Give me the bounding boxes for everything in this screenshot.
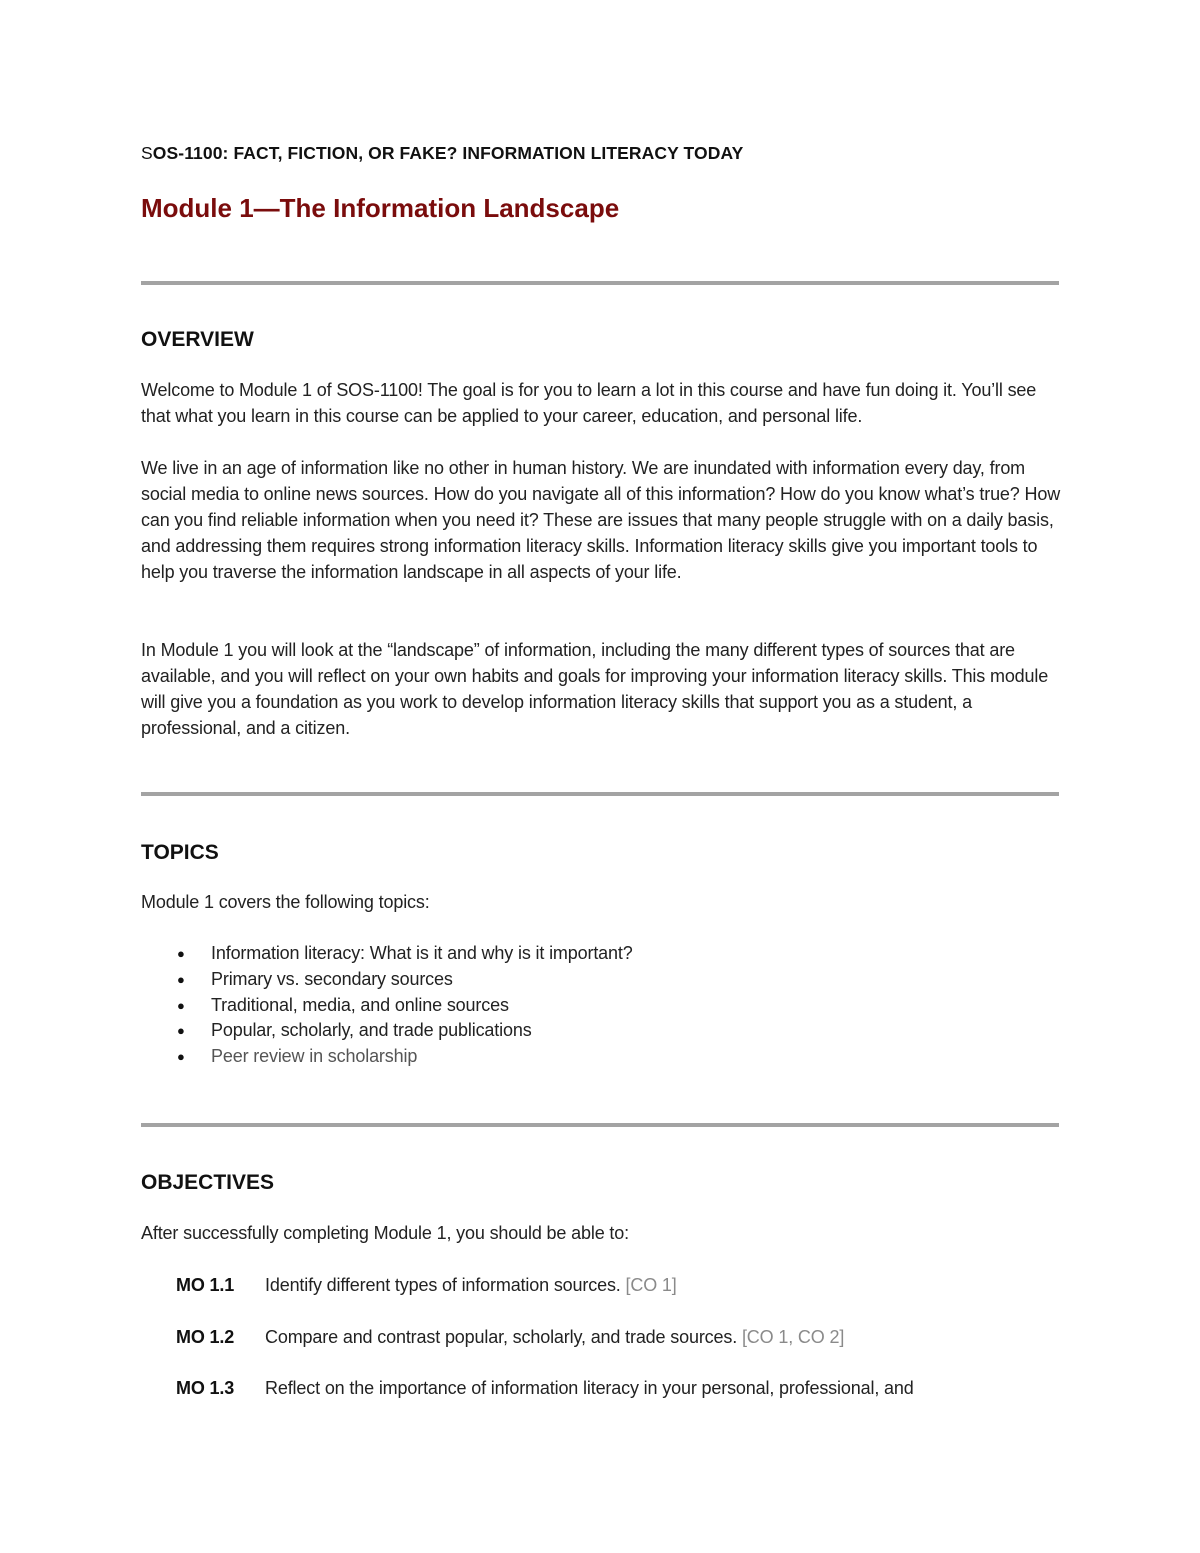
list-item [141, 993, 633, 1019]
course-objective-ref: [CO 1, CO 2] [741, 1327, 845, 1347]
section-divider [141, 281, 1059, 285]
list-item [141, 941, 633, 967]
course-objective-ref: [CO 1] [625, 1275, 677, 1295]
course-title-lead: S [141, 143, 153, 163]
objective-text: Reflect on the importance of information literacy in your personal, professional, and [265, 1378, 914, 1398]
bullet-icon: ● [177, 946, 185, 961]
bullet-icon: ● [177, 997, 185, 1013]
objective-text: Compare and contrast popular, scholarly, and trade sources. [265, 1327, 742, 1347]
objective-mo-1-2 [176, 1324, 1056, 1350]
objective-code: MO 1.1 [176, 1275, 235, 1295]
topic-text: Popular, scholarly, and trade publications [211, 1020, 532, 1041]
list-item [141, 1018, 633, 1044]
overview-paragraph-2: We live in an age of information like no other in human history. We are inundated with information every day, from social media to online news sources. How do you navigate all of this information? How do you know what’s true? How can you find reliable information when you need it? These are issues that many people struggle with on a daily basis, and addressing them requires strong information literacy skills. Information literacy skills give you important tools to help you traverse the information landscape in all aspects of your life. [141, 458, 1061, 582]
overview-paragraph-3: In Module 1 you will look at the “landscape” of information, including the many different types of sources that are available, and you will reflect on your own habits and goals for improving your information literacy skills. This module will give you a foundation as you work to develop information literacy skills that support you as a student, a professional, and a citizen. [141, 640, 1049, 738]
topics-heading: TOPICS [141, 841, 219, 864]
overview-paragraph-1: Welcome to Module 1 of SOS-1100! The goal is for you to learn a lot in this course and have fun doing it. You’ll see that what you learn in this course can be applied to your career, education, and personal life. [141, 380, 1037, 426]
objective-code: MO 1.2 [176, 1327, 235, 1347]
overview-heading: OVERVIEW [141, 328, 254, 351]
bullet-icon: ● [177, 1049, 185, 1065]
section-divider [141, 792, 1059, 796]
objective-text: Identify different types of information sources. [265, 1275, 626, 1295]
course-title-rest: OS-1100: FACT, FICTION, OR FAKE? INFORMATION LITERACY TODAY [152, 143, 744, 163]
topic-text: Traditional, media, and online sources [211, 994, 509, 1015]
bullet-icon: ● [177, 971, 185, 987]
objectives-intro: After successfully completing Module 1, you should be able to: [141, 1223, 629, 1243]
section-divider [141, 1123, 1059, 1127]
list-item [141, 1044, 633, 1070]
objectives-heading: OBJECTIVES [141, 1171, 275, 1194]
objective-mo-1-1 [176, 1272, 1056, 1298]
topic-text: Information literacy: What is it and why is it important? [211, 943, 633, 963]
course-title [141, 143, 743, 164]
module-title: Module 1—The Information Landscape [141, 193, 620, 223]
topics-list [141, 941, 633, 1070]
topic-text: Peer review in scholarship [211, 1046, 418, 1067]
topic-text: Primary vs. secondary sources [211, 968, 453, 989]
list-item [141, 967, 633, 993]
topics-intro: Module 1 covers the following topics: [141, 892, 430, 912]
bullet-icon: ● [177, 1023, 185, 1039]
objective-code: MO 1.3 [176, 1378, 235, 1398]
objective-mo-1-3 [176, 1375, 1056, 1401]
